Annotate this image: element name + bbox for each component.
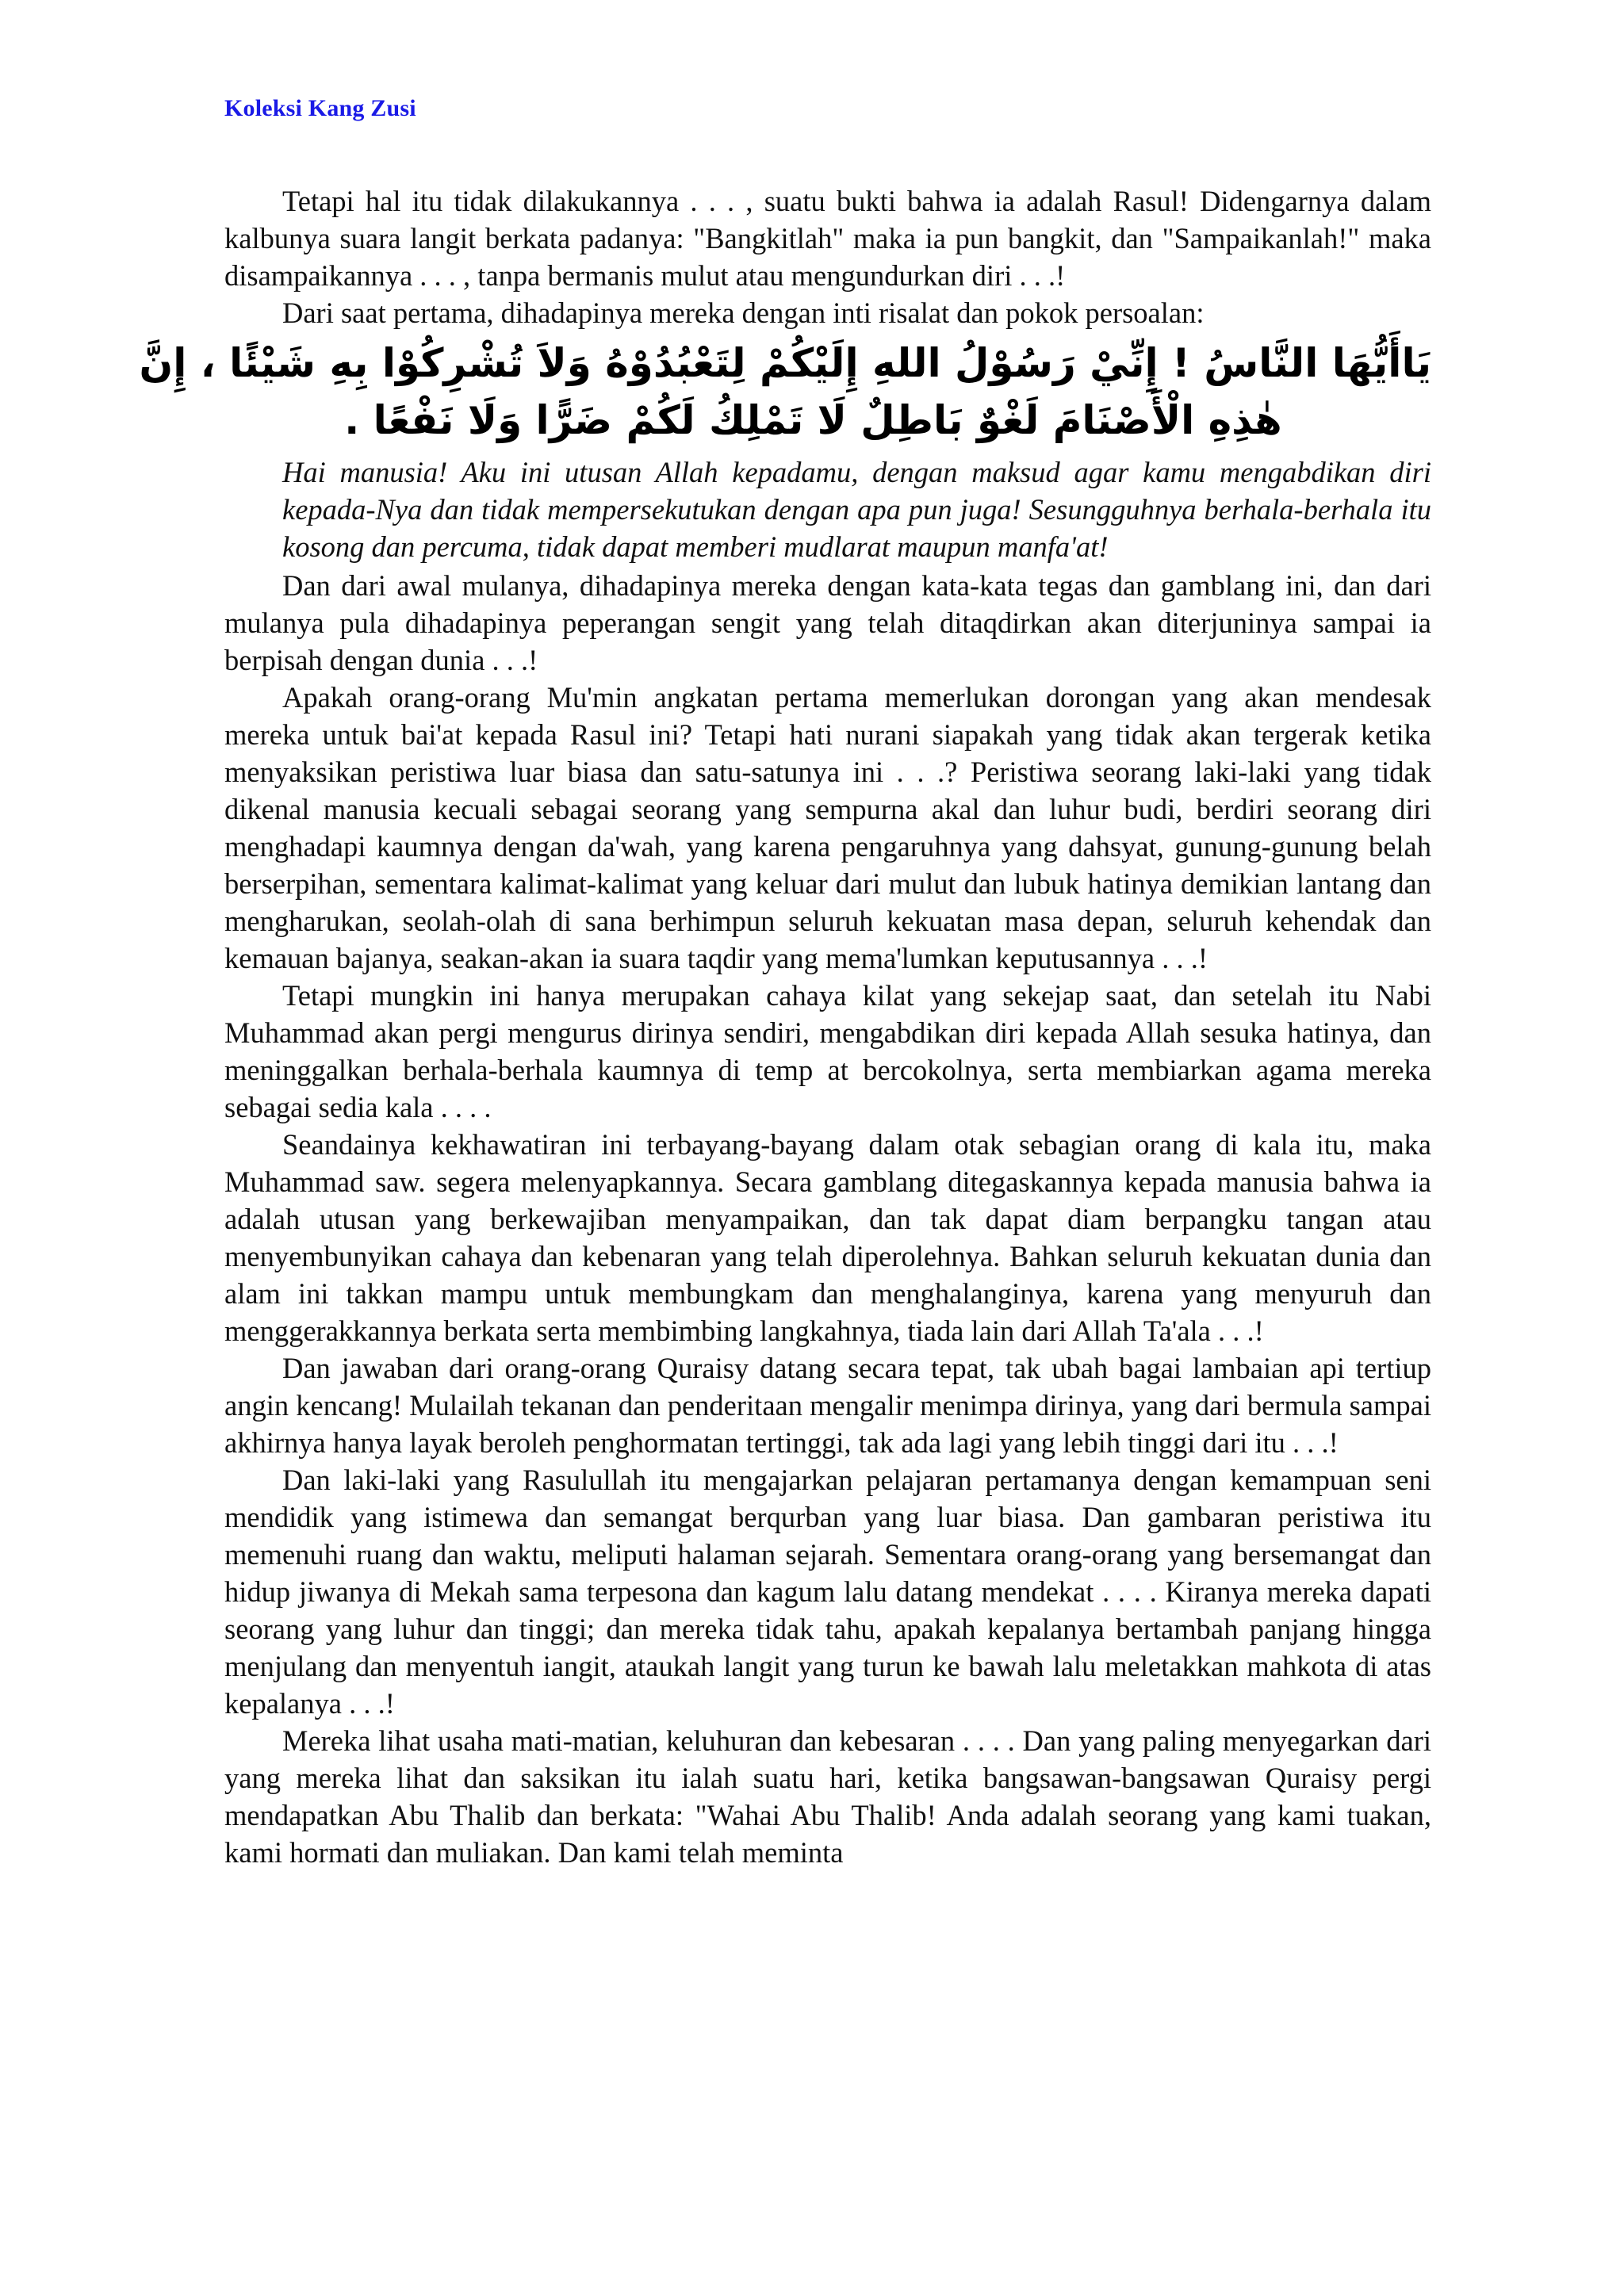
paragraph-8: Dan laki-laki yang Rasulullah itu mengajarkan pelajaran pertamanya dengan kemampuan seni mendidik yang istimewa dan semangat berqurban yang luar biasa. Dan gambaran peristiwa itu memenuhi ruang dan waktu, meliputi halaman sejarah. Sementara orang-orang yang bersemangat dan hidup jiwanya di Mekah sama terpesona dan kagum lalu datang mendekat . . . . Kiranya mereka dapati seorang yang luhur dan tinggi; dan mereka tidak tahu, apakah kepalanya bertambah panjang hingga menjulang dan menyentuh iangit, ataukah langit yang turun ke bawah lalu meletakkan mahkota di atas kepalanya . . .! xyxy=(224,1464,1431,1720)
paragraph-2: Dari saat pertama, dihadapinya mereka dengan inti risalat dan pokok persoalan: xyxy=(282,297,1205,329)
paragraph-7: Dan jawaban dari orang-orang Quraisy datang secara tepat, tak ubah bagai lambaian api tertiup angin kencang! Mulailah tekanan dan penderitaan mengalir menimpa dirinya, yang dari bermula sampai akhirnya hanya layak beroleh penghormatan tertinggi, tak ada lagi yang lebih tinggi dari itu . . .! xyxy=(224,1352,1431,1459)
collection-header: Koleksi Kang Zusi xyxy=(224,95,416,121)
arabic-verse xyxy=(139,335,1431,449)
paragraph-4: Apakah orang-orang Mu'min angkatan pertama memerlukan dorongan yang akan mendesak mereka untuk bai'at kepada Rasul ini? Tetapi hati nurani siapakah yang tidak akan tergerak ketika menyaksikan peristiwa luar biasa dan satu-satunya ini . . .? Peristiwa seorang laki-laki yang tidak dikenal manusia kecuali sebagai seorang yang sempurna akal dan luhur budi, berdiri seorang diri menghadapi kaumnya dengan da'wah, yang karena pengaruhnya yang dahsyat, gunung-gunung belah berserpihan, sementara kalimat-kalimat yang keluar dari mulut dan lubuk hatinya demikian lantang dan mengharukan, seolah-olah di sana berhimpun seluruh kekuatan masa depan, seluruh kehendak dan kemauan bajanya, seakan-akan ia suara taqdir yang mema'lumkan keputusannya . . .! xyxy=(224,681,1431,974)
body-text xyxy=(139,182,1431,1871)
arabic-verse-line-2: هٰذِهِ الْأَصْنَامَ لَغْوٌ بَاطِلٌ لَا تَمْلِكُ لَكُمْ ضَرًّا وَلَا نَفْعًا . xyxy=(344,397,1282,443)
paragraph-9: Mereka lihat usaha mati-matian, keluhuran dan kebesaran . . . . Dan yang paling menyegarkan dari yang mereka lihat dan saksikan itu ialah suatu hari, ketika bangsawan-bangsawan Quraisy pergi mendapatkan Abu Thalib dan berkata: "Wahai Abu Thalib! Anda adalah seorang yang kami tuakan, kami hormati dan muliakan. Dan kami telah meminta xyxy=(224,1724,1431,1869)
arabic-verse-line-1: يَاأَيُّهَا النَّاسُ ! إِنِّيْ رَسُوْلُ اللهِ إِلَيْكُمْ لِتَعْبُدُوْهُ وَلاَ تُشْرِكُوْا بِهِ شَيْئًا ، إِنَّ xyxy=(139,340,1431,386)
paragraph-3: Dan dari awal mulanya, dihadapinya mereka dengan kata-kata tegas dan gamblang ini, dan dari mulanya pula dihadapinya peperangan sengit yang telah ditaqdirkan akan diterjuninya sampai ia berpisah dengan dunia . . .! xyxy=(224,569,1431,676)
verse-translation: Hai manusia! Aku ini utusan Allah kepadamu, dengan maksud agar kamu mengabdikan diri kepada-Nya dan tidak mempersekutukan dengan apa pun juga! Sesungguhnya berhala-berhala itu kosong dan percuma, tidak dapat memberi mudlarat maupun manfa'at! xyxy=(282,456,1431,563)
paragraph-6: Seandainya kekhawatiran ini terbayang-bayang dalam otak sebagian orang di kala itu, maka Muhammad saw. segera melenyapkannya. Secara gamblang ditegaskannya kepada manusia bahwa ia adalah utusan yang berkewajiban menyampaikan, dan tak dapat diam berpangku tangan atau menyembunyikan cahaya dan kebenaran yang telah diperolehnya. Bahkan seluruh kekuatan dunia dan alam ini takkan mampu untuk membungkam dan menghalanginya, karena yang menyuruh dan menggerakkannya berkata serta membimbing langkahnya, tiada lain dari Allah Ta'ala . . .! xyxy=(224,1128,1431,1347)
paragraph-1: Tetapi hal itu tidak dilakukannya . . . , suatu bukti bahwa ia adalah Rasul! Didengarnya dalam kalbunya suara langit berkata padanya: "Bangkitlah" maka ia pun bangkit, dan "Sampaikanlah!" maka disampaikannya . . . , tanpa bermanis mulut atau mengundurkan diri . . .! xyxy=(224,185,1431,292)
paragraph-5: Tetapi mungkin ini hanya merupakan cahaya kilat yang sekejap saat, dan setelah itu Nabi Muhammad akan pergi mengurus dirinya sendiri, mengabdikan diri kepada Allah sesuka hatinya, dan meninggalkan berhala-berhala kaumnya di temp at bercokolnya, serta membiarkan agama mereka sebagai sedia kala . . . . xyxy=(224,979,1431,1123)
